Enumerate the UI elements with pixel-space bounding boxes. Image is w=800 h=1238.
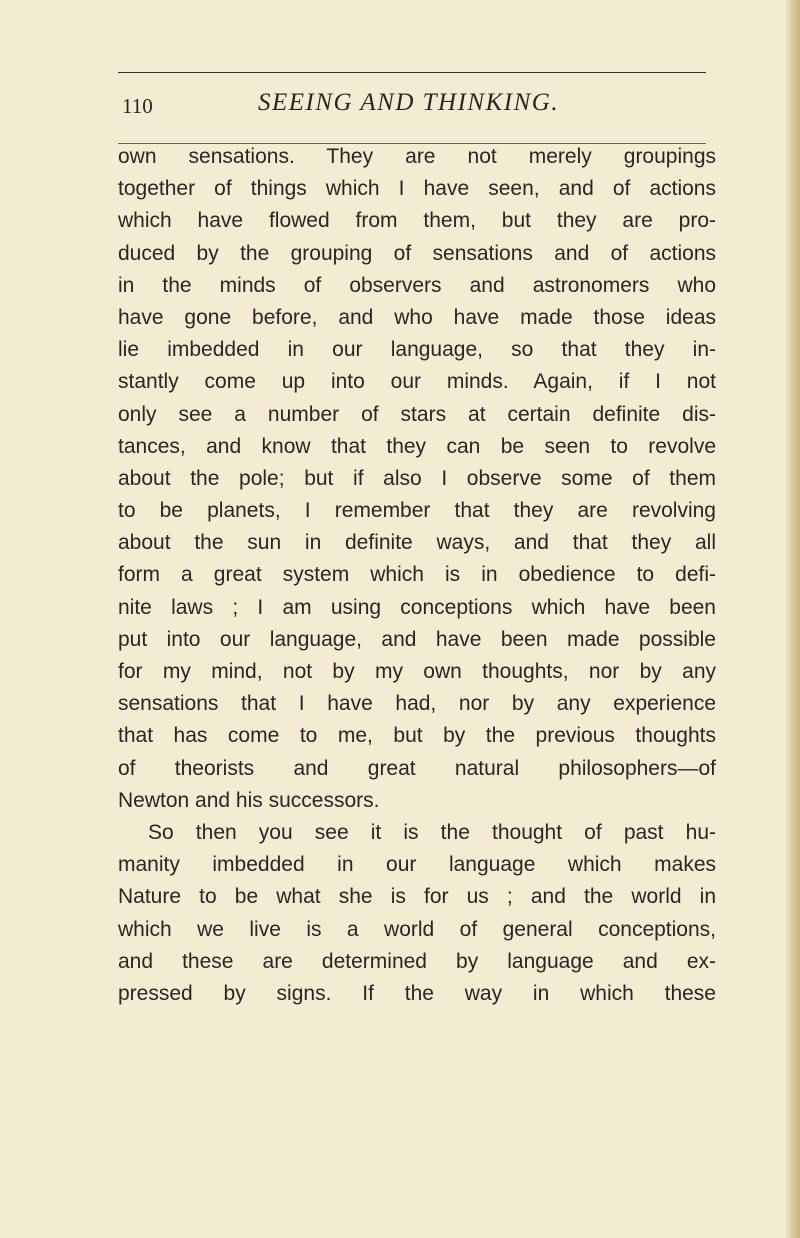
- text-line: about the sun in definite ways, and that they all: [118, 531, 716, 555]
- paragraph-end-line: Newton and his successors.: [118, 788, 380, 812]
- header-top-rule: [118, 72, 706, 73]
- text-line: own sensations. They are not merely groupings: [118, 145, 716, 168]
- text-line: manity imbedded in our language which makes: [118, 853, 716, 877]
- text-line: nite laws ; I am using conceptions which have been: [118, 595, 716, 619]
- text-line: which have flowed from them, but they are pro-: [118, 209, 716, 233]
- text-line: in the minds of observers and astronomers who: [118, 273, 716, 297]
- text-line: only see a number of stars at certain definite dis-: [118, 402, 716, 426]
- running-title: SEEING AND THINKING.: [258, 89, 560, 116]
- page-edge: [786, 0, 800, 1238]
- text-line: Nature to be what she is for us ; and the world in: [118, 885, 716, 909]
- body-text: [118, 141, 716, 1010]
- running-header: [118, 70, 706, 146]
- text-line: sensations that I have had, nor by any experience: [118, 692, 716, 716]
- text-line: about the pole; but if also I observe some of them: [118, 466, 716, 490]
- text-line: tances, and know that they can be seen to revolve: [118, 434, 716, 458]
- text-line: to be planets, I remember that they are revolving: [118, 499, 716, 523]
- page-number: 110: [122, 94, 153, 118]
- text-line: that has come to me, but by the previous thoughts: [118, 724, 716, 748]
- text-line: which we live is a world of general conceptions,: [118, 917, 716, 941]
- text-line: of theorists and great natural philosophers—of: [118, 756, 716, 780]
- text-line: and these are determined by language and ex-: [118, 949, 716, 973]
- text-line: lie imbedded in our language, so that they in-: [118, 338, 716, 362]
- text-line: duced by the grouping of sensations and of actions: [118, 241, 716, 265]
- text-line: have gone before, and who have made those ideas: [118, 305, 716, 329]
- text-line: pressed by signs. If the way in which these: [118, 981, 716, 1005]
- text-line: form a great system which is in obedience to defi-: [118, 563, 716, 587]
- text-line: put into our language, and have been made possible: [118, 627, 716, 651]
- text-line: stantly come up into our minds. Again, if I not: [118, 370, 716, 394]
- text-line: together of things which I have seen, and of actions: [118, 177, 716, 201]
- paragraph-start-line: So then you see it is the thought of past hu-: [148, 820, 716, 844]
- text-line: for my mind, not by my own thoughts, nor by any: [118, 660, 716, 683]
